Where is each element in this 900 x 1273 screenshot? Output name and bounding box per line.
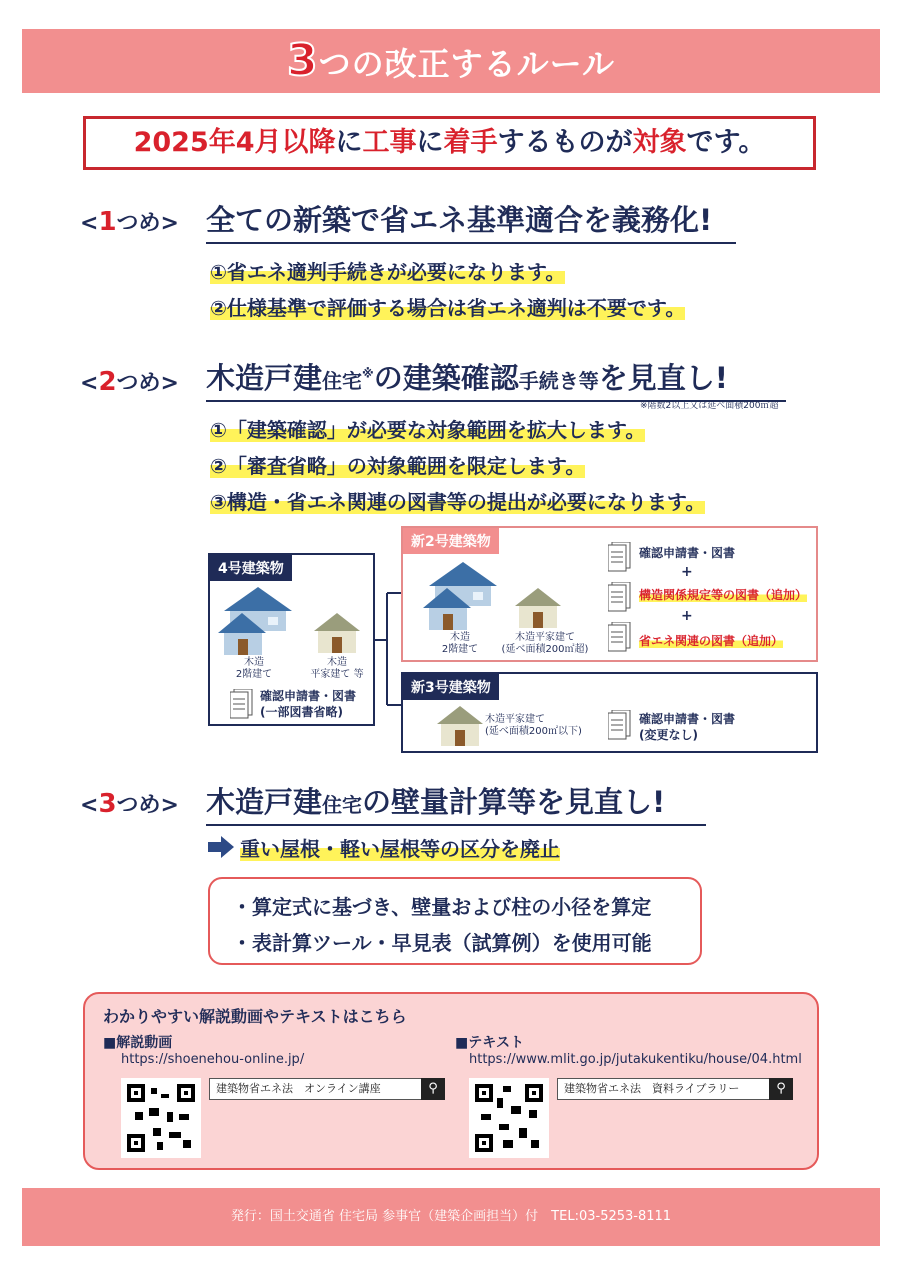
footer: 発行：国土交通省 住宅局 参事官（建築企画担当）付 TEL:03-5253-8111 [22, 1188, 880, 1246]
arrow-right-icon [208, 836, 234, 858]
text-label: ■テキスト [455, 1035, 524, 1051]
text-url[interactable]: https://www.mlit.go.jp/jutakukentiku/house/04.html [469, 1052, 802, 1067]
video-url[interactable]: https://shoenehou-online.jp/ [121, 1052, 305, 1067]
box-shin3gou-house1-label: 木造平家建て (延べ面積200㎡以下) [485, 714, 582, 737]
box-shin2gou-doc2: 構造関係規定等の図書（追加） [639, 588, 808, 602]
section2-item-3: ③構造・省エネ関連の図書等の提出が必要になります。 [210, 490, 706, 514]
section3-rule-1: ・算定式に基づき、壁量および柱の小径を算定 [232, 895, 652, 919]
box-shin3gou-doc2: (変更なし) [639, 728, 698, 742]
section3-rules-box [208, 877, 702, 965]
qr-icon [475, 1084, 543, 1152]
section2-item-2: ②「審査省略」の対象範囲を限定します。 [210, 454, 586, 478]
plus-sign-2: + [681, 608, 693, 624]
search-icon[interactable]: ⚲ [421, 1078, 445, 1100]
section3-label: <3つめ> [80, 789, 179, 819]
box-shin2gou-doc1: 確認申請書・図書 [639, 546, 736, 560]
box-shin2gou-house2-label: 木造平家建て (延べ面積200㎡超) [501, 632, 589, 655]
document-icon [608, 622, 632, 652]
house-1story-icon [513, 586, 563, 630]
video-qr-code[interactable] [121, 1078, 201, 1158]
section3-rule-2: ・表計算ツール・早見表（試算例）を使用可能 [232, 931, 652, 955]
house-1story-icon [312, 611, 362, 655]
box-shin3gou-head: 新3号建築物 [403, 674, 499, 700]
box-4gou-head: 4号建築物 [210, 555, 292, 581]
house-2story-icon [423, 560, 503, 632]
video-label: ■解説動画 [103, 1035, 173, 1051]
subtitle-box: 2025年4月以降に工事に着手するものが対象です。 [83, 116, 816, 170]
info-box [83, 992, 819, 1170]
document-icon [230, 689, 254, 719]
box-shin3gou [401, 672, 818, 753]
section2-label: <2つめ> [80, 367, 179, 397]
text-search-box[interactable]: 建築物省エネ法 資料ライブラリー [557, 1078, 771, 1100]
section1-item-1: ①省エネ適判手続きが必要になります。 [210, 260, 566, 284]
page-title: 3つの改正するルール [287, 35, 615, 86]
document-icon [608, 710, 632, 740]
search-icon[interactable]: ⚲ [769, 1078, 793, 1100]
house-1story-icon [435, 704, 485, 748]
video-search-box[interactable]: 建築物省エネ法 オンライン講座 [209, 1078, 423, 1100]
box-shin2gou-house1-label: 木造 2階建て [441, 632, 479, 655]
box-4gou [208, 553, 375, 726]
box-shin2gou-head: 新2号建築物 [403, 528, 499, 554]
section3-arrow-text: 重い屋根・軽い屋根等の区分を廃止 [240, 837, 560, 861]
qr-icon [127, 1084, 195, 1152]
info-heading: わかりやすい解説動画やテキストはこちら [103, 1007, 407, 1026]
section1-label: <1つめ> [80, 207, 179, 237]
text-qr-code[interactable] [469, 1078, 549, 1158]
plus-sign-1: + [681, 564, 693, 580]
section2-note: ※階数2以上又は延べ面積200㎡超 [640, 401, 779, 411]
document-icon [608, 582, 632, 612]
header-banner [22, 29, 880, 93]
section3-title: 木造戸建住宅の壁量計算等を見直し! [206, 780, 706, 826]
box-shin3gou-doc1: 確認申請書・図書 [639, 712, 736, 726]
box-4gou-house1-label: 木造 2階建て [235, 657, 273, 680]
box-shin2gou [401, 526, 818, 662]
box-4gou-house2-label: 木造 平家建て 等 [310, 657, 364, 680]
section1-title: 全ての新築で省エネ基準適合を義務化! [206, 198, 736, 244]
box-shin2gou-doc3: 省エネ関連の図書（追加） [639, 634, 784, 648]
box-4gou-doc1: 確認申請書・図書 [260, 689, 357, 703]
house-2story-icon [218, 585, 298, 657]
section2-item-1: ①「建築確認」が必要な対象範囲を拡大します。 [210, 418, 646, 442]
document-icon [608, 542, 632, 572]
section1-item-2: ②仕様基準で評価する場合は省エネ適判は不要です。 [210, 296, 686, 320]
section2-title: 木造戸建住宅※の建築確認手続き等を見直し! [206, 356, 786, 402]
box-4gou-doc2: (一部図書省略) [260, 705, 343, 719]
